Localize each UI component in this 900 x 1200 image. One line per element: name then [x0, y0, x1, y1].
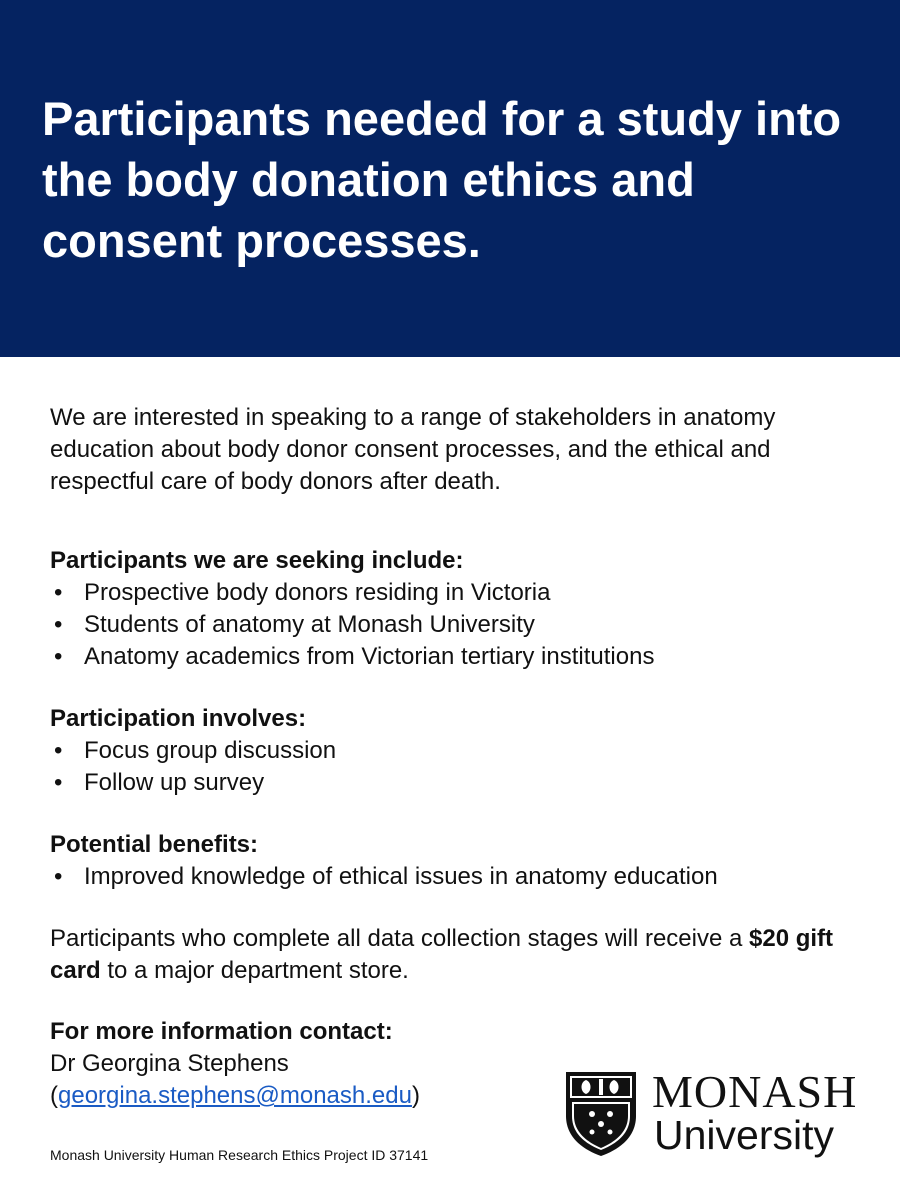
- list-item: [50, 609, 860, 641]
- bullet-glyph: •: [54, 863, 63, 890]
- bullet-list: [50, 735, 860, 799]
- list-item-text: Students of anatomy at Monash University: [84, 611, 535, 638]
- bullet-list: [50, 861, 860, 893]
- list-item: [50, 767, 860, 799]
- list-item-text: Improved knowledge of ethical issues in anatomy education: [84, 863, 718, 890]
- section-benefits: [50, 829, 860, 893]
- section-involvement: [50, 703, 860, 799]
- section-title: Participation involves:: [50, 705, 307, 732]
- contact-email-link[interactable]: georgina.stephens@monash.edu: [58, 1082, 412, 1109]
- monash-logo: [562, 1068, 862, 1160]
- reward-highlight: $20 gift card: [50, 925, 834, 984]
- list-item-text: Follow up survey: [84, 769, 265, 796]
- ethics-footnote: Monash University Human Research Ethics Project ID 37141: [50, 1147, 429, 1163]
- list-item: [50, 861, 860, 893]
- logo-line2: University: [654, 1112, 834, 1158]
- bullet-glyph: •: [54, 737, 63, 764]
- main-content: [50, 402, 860, 1112]
- section-title: Potential benefits:: [50, 831, 259, 858]
- intro-paragraph: We are interested in speaking to a range of stakeholders in anatomy education about body donor consent processes, and the ethical and respectful care of body donors after death.: [50, 404, 776, 495]
- monash-crest-icon: [562, 1068, 640, 1158]
- list-item: [50, 641, 860, 673]
- page-title: Participants needed for a study into the body donation ethics and consent processes.: [42, 92, 842, 267]
- section-title: Participants we are seeking include:: [50, 547, 464, 574]
- reward-paragraph: [50, 923, 860, 987]
- reward-text-after: to a major department store.: [100, 957, 409, 984]
- bullet-list: [50, 577, 860, 673]
- list-item-text: Anatomy academics from Victorian tertiary institutions: [84, 643, 655, 670]
- contact-title: For more information contact:: [50, 1018, 393, 1045]
- header-banner: [0, 0, 900, 357]
- close-paren: ): [411, 1082, 420, 1109]
- bullet-glyph: •: [54, 579, 63, 606]
- open-paren: (: [50, 1082, 58, 1109]
- logo-line1: MONASH: [652, 1066, 858, 1117]
- list-item-text: Focus group discussion: [84, 737, 337, 764]
- list-item-text: Prospective body donors residing in Victoria: [84, 579, 551, 606]
- contact-name: Dr Georgina Stephens: [50, 1050, 289, 1077]
- section-participants: [50, 545, 860, 673]
- list-item: [50, 577, 860, 609]
- bullet-glyph: •: [54, 643, 63, 670]
- bullet-glyph: •: [54, 769, 63, 796]
- reward-text-before: Participants who complete all data collection stages will receive a: [50, 925, 750, 952]
- list-item: [50, 735, 860, 767]
- bullet-glyph: •: [54, 611, 63, 638]
